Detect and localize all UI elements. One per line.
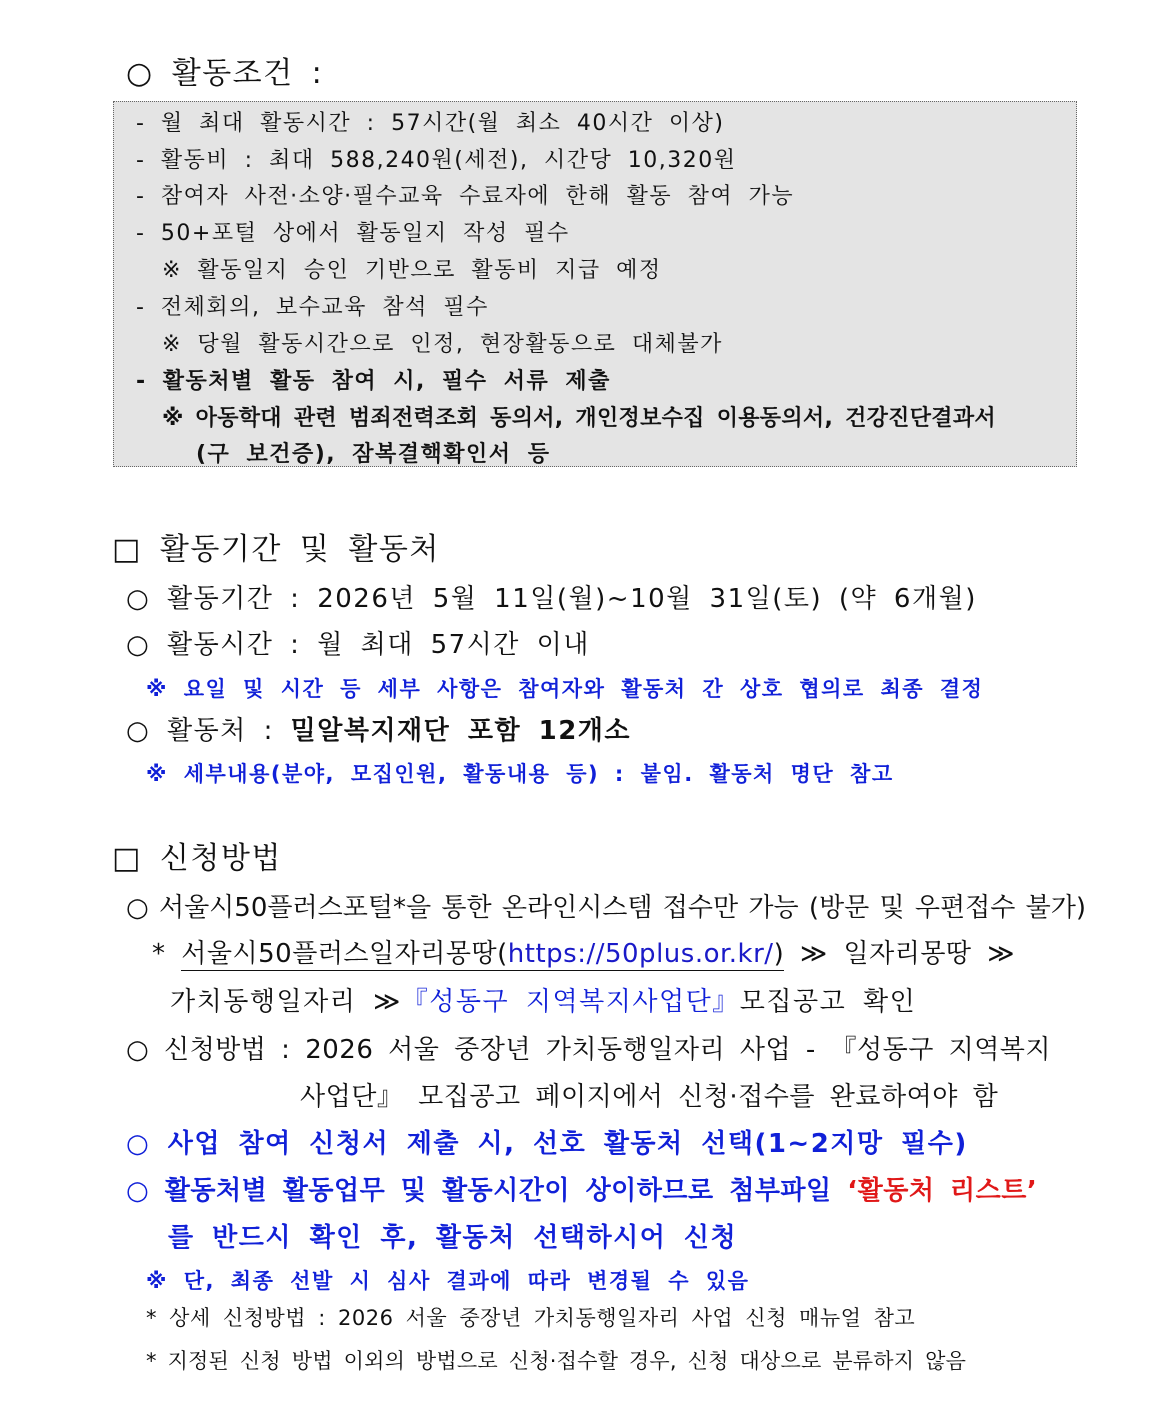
portal-url-link[interactable]: https://50plus.or.kr/ [507,939,774,969]
portal-line2-a: 가치동행일자리 ≫ [170,987,402,1017]
place-value: 밀알복지재단 포함 12개소 [290,716,632,746]
conditions-heading: ○ 활동조건 : [126,56,324,91]
portal-close: ) [773,939,785,969]
choice-line: ○ 사업 참여 신청서 제출 시, 선호 활동처 선택(1~2지망 필수) [126,1129,968,1159]
portal-line2-b: 『성동구 지역복지사업단』 [401,987,740,1017]
portal-star: * [152,939,182,969]
place-label: ○ 활동처 : [126,716,291,746]
box-line-meeting: - 전체회의, 보수교육 참석 필수 [136,295,489,320]
method-line2: 사업단』 모집공고 페이지에서 신청·접수를 완료하여야 함 [300,1082,999,1112]
box-line-log-note: ※ 활동일지 승인 기반으로 활동비 지급 예정 [162,258,662,283]
portal-line2 [170,981,916,1018]
place-note: ※ 세부내용(분야, 모집인원, 활동내용 등) : 붙임. 활동처 명단 참고 [146,762,894,786]
rule-note: * 지정된 신청 방법 이외의 방법으로 신청·접수할 경우, 신청 대상으로 분류하지 않음 [146,1349,967,1373]
list-line1-b: ‘활동처 리스트’ [847,1176,1038,1206]
box-line-documents: - 활동처별 활동 참여 시, 필수 서류 제출 [136,369,611,394]
list-line1 [126,1170,1037,1207]
change-note: ※ 단, 최종 선발 시 심사 결과에 따라 변경될 수 있음 [146,1269,750,1293]
online-line: ○ 서울시50플러스포털*을 통한 온라인시스템 접수만 가능 (방문 및 우편접수 불가) [126,893,1087,923]
conditions-box [113,101,1077,467]
portal-after: ≫ 일자리몽땅 ≫ [784,939,1016,969]
portal-link-group [181,939,784,971]
box-line-log: - 50+포털 상에서 활동일지 작성 필수 [136,221,570,246]
box-line-max-hours: - 월 최대 활동시간 : 57시간(월 최소 40시간 이상) [136,111,725,136]
period-heading: □ 활동기간 및 활동처 [112,532,440,567]
box-line-meeting-note: ※ 당월 활동시간으로 인정, 현장활동으로 대체불가 [162,332,723,357]
portal-line [152,933,1015,970]
list-line1-a: ○ 활동처별 활동업무 및 활동시간이 상이하므로 첨부파일 [126,1176,848,1206]
period-line: ○ 활동기간 : 2026년 5월 11일(월)~10월 31일(토) (약 6개월) [126,584,977,614]
manual-note: * 상세 신청방법 : 2026 서울 중장년 가치동행일자리 사업 신청 매뉴얼 참고 [146,1306,916,1330]
apply-heading: □ 신청방법 [112,841,282,876]
portal-site: 서울시50플러스일자리몽땅( [181,939,508,969]
hours-line: ○ 활동시간 : 월 최대 57시간 이내 [126,630,590,660]
box-line-documents-note: ※ 아동학대 관련 범죄전력조회 동의서, 개인정보수집 이용동의서, 건강진단결과서 [162,406,996,431]
hours-note: ※ 요일 및 시간 등 세부 사항은 참여자와 활동처 간 상호 협의로 최종 결정 [146,677,984,701]
list-line2: 를 반드시 확인 후, 활동처 선택하시어 신청 [168,1223,738,1253]
method-line1: ○ 신청방법 : 2026 서울 중장년 가치동행일자리 사업 - 『성동구 지역복지 [126,1035,1052,1065]
box-line-activity-fee: - 활동비 : 최대 588,240원(세전), 시간당 10,320원 [136,148,737,173]
place-line [126,710,631,747]
portal-line2-c: 모집공고 확인 [739,987,917,1017]
box-line-education: - 참여자 사전·소양·필수교육 수료자에 한해 활동 참여 가능 [136,184,795,209]
box-line-documents-note-cont: (구 보건증), 잠복결핵확인서 등 [196,442,551,467]
